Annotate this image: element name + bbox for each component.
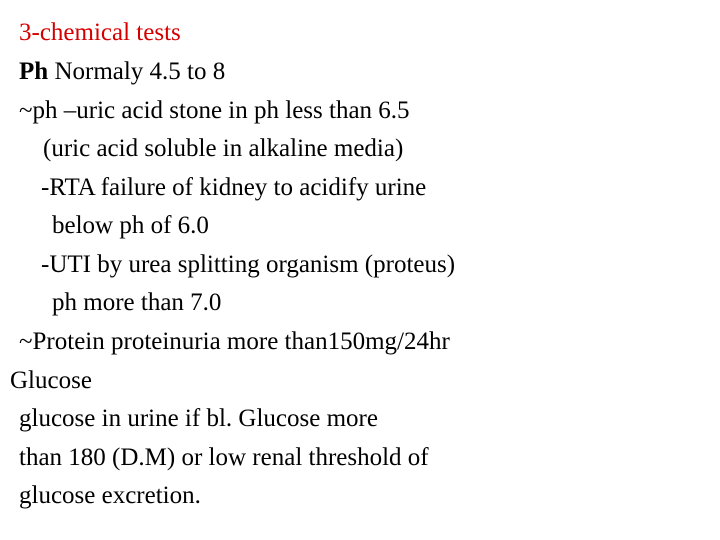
glucose-line-2: than 180 (D.M) or low renal threshold of: [19, 444, 429, 471]
slide-title: 3-chemical tests: [19, 19, 181, 46]
rta-line: -RTA failure of kidney to acidify urine: [41, 174, 427, 201]
uti-line: -UTI by urea splitting organism (proteus): [41, 251, 456, 278]
rta-continuation-line: below ph of 6.0: [52, 212, 209, 239]
glucose-line-1: glucose in urine if bl. Glucose more: [19, 405, 378, 432]
glucose-heading: Glucose: [10, 367, 92, 394]
uric-soluble-line: (uric acid soluble in alkaline media): [43, 135, 404, 162]
ph-range-text: Normaly 4.5 to 8: [48, 58, 226, 85]
uric-acid-line: ~ph –uric acid stone in ph less than 6.5: [19, 97, 410, 124]
uti-continuation-line: ph more than 7.0: [52, 289, 222, 316]
protein-line: ~Protein proteinuria more than150mg/24hr: [19, 328, 450, 355]
ph-line: [19, 57, 225, 87]
ph-label: Ph: [19, 58, 49, 85]
glucose-line-3: glucose excretion.: [19, 482, 201, 509]
